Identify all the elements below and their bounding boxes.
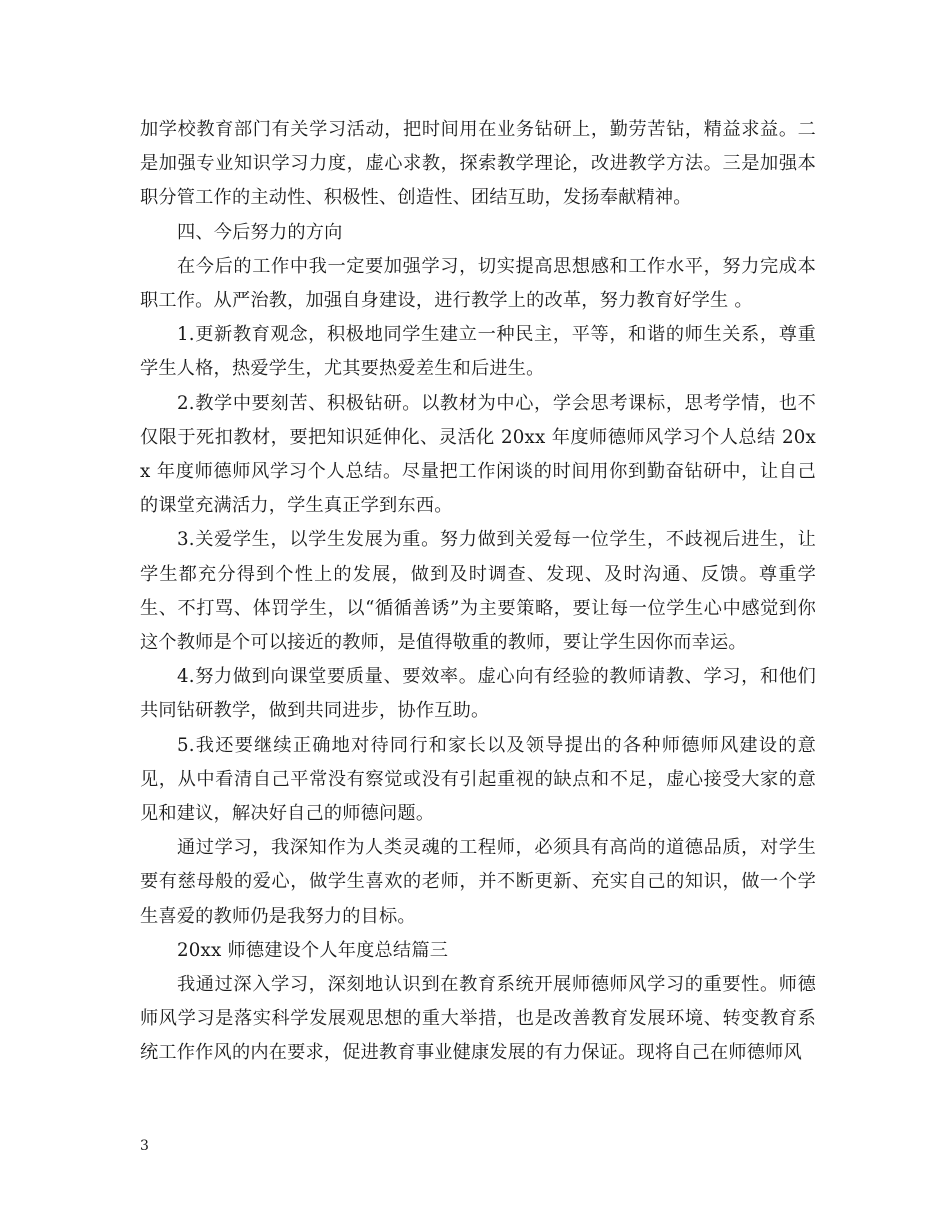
list-item-2: 2.教学中要刻苦、积极钻研。以教材为中心，学会思考课标，思考学情，也不仅限于死扣教材，要把知识延伸化、灵活化 20xx 年度师德师风学习个人总结 20xx 年度师德师风学习个人总结。尽量把工作闲谈的时间用你到勤奋钻研中，让自己的课堂充满活力，学生真正学到东西。 (140, 392, 816, 517)
paragraph-part-three-intro: 我通过深入学习，深刻地认识到在教育系统开展师德师风学习的重要性。师德师风学习是落实科学发展观思想的重大举措，也是改善教育发展环境、转变教育系统工作作风的内在要求，促进教育事业健康发展的有力保证。现将自己在师德师风 (140, 974, 816, 1064)
paragraph-continuation: 加学校教育部门有关学习活动，把时间用在业务钻研上，勤劳苦钻，精益求益。二是加强专业知识学习力度，虚心求教，探索教学理论，改进教学方法。三是加强本职分管工作的主动性、积极性、创造性、团结互助，发扬奉献精神。 (140, 119, 816, 209)
list-item-4: 4.努力做到向课堂要质量、要效率。虚心向有经验的教师请教、学习，和他们共同钻研教学，做到共同进步，协作互助。 (140, 666, 816, 722)
page-number: 3 (140, 1138, 149, 1154)
paragraph-conclusion: 通过学习，我深知作为人类灵魂的工程师，必须具有高尚的道德品质，对学生要有慈母般的爱心，做学生喜欢的老师，并不断更新、充实自己的知识，做一个学生喜爱的教师仍是我努力的目标。 (140, 837, 816, 927)
list-item-3: 3.关爱学生，以学生发展为重。努力做到关爱每一位学生，不歧视后进生，让学生都充分得到个性上的发展，做到及时调查、发现、及时沟通、反馈。尊重学生、不打骂、体罚学生，以“循循善诱”为主要策略，要让每一位学生心中感觉到你这个教师是个可以接近的教师，是值得敬重的教师，要让学生因你而幸运。 (140, 529, 816, 654)
paragraph-intro-future-work: 在今后的工作中我一定要加强学习，切实提高思想感和工作水平，努力完成本职工作。从严治教，加强自身建设，进行教学上的改革，努力教育好学生 。 (140, 255, 816, 312)
list-item-5: 5.我还要继续正确地对待同行和家长以及领导提出的各种师德师风建设的意见，从中看清自己平常没有察觉或没有引起重视的缺点和不足，虚心接受大家的意见和建议，解决好自己的师德问题。 (140, 734, 816, 825)
document-body (140, 113, 816, 1071)
list-item-1: 1.更新教育观念，积极地同学生建立一种民主，平等，和谐的师生关系，尊重学生人格，热爱学生，尤其要热爱差生和后进生。 (140, 324, 816, 380)
section-title-part-three: 20xx 师德建设个人年度总结篇三 (177, 939, 449, 961)
section-heading-future-direction: 四、今后努力的方向 (177, 221, 343, 243)
